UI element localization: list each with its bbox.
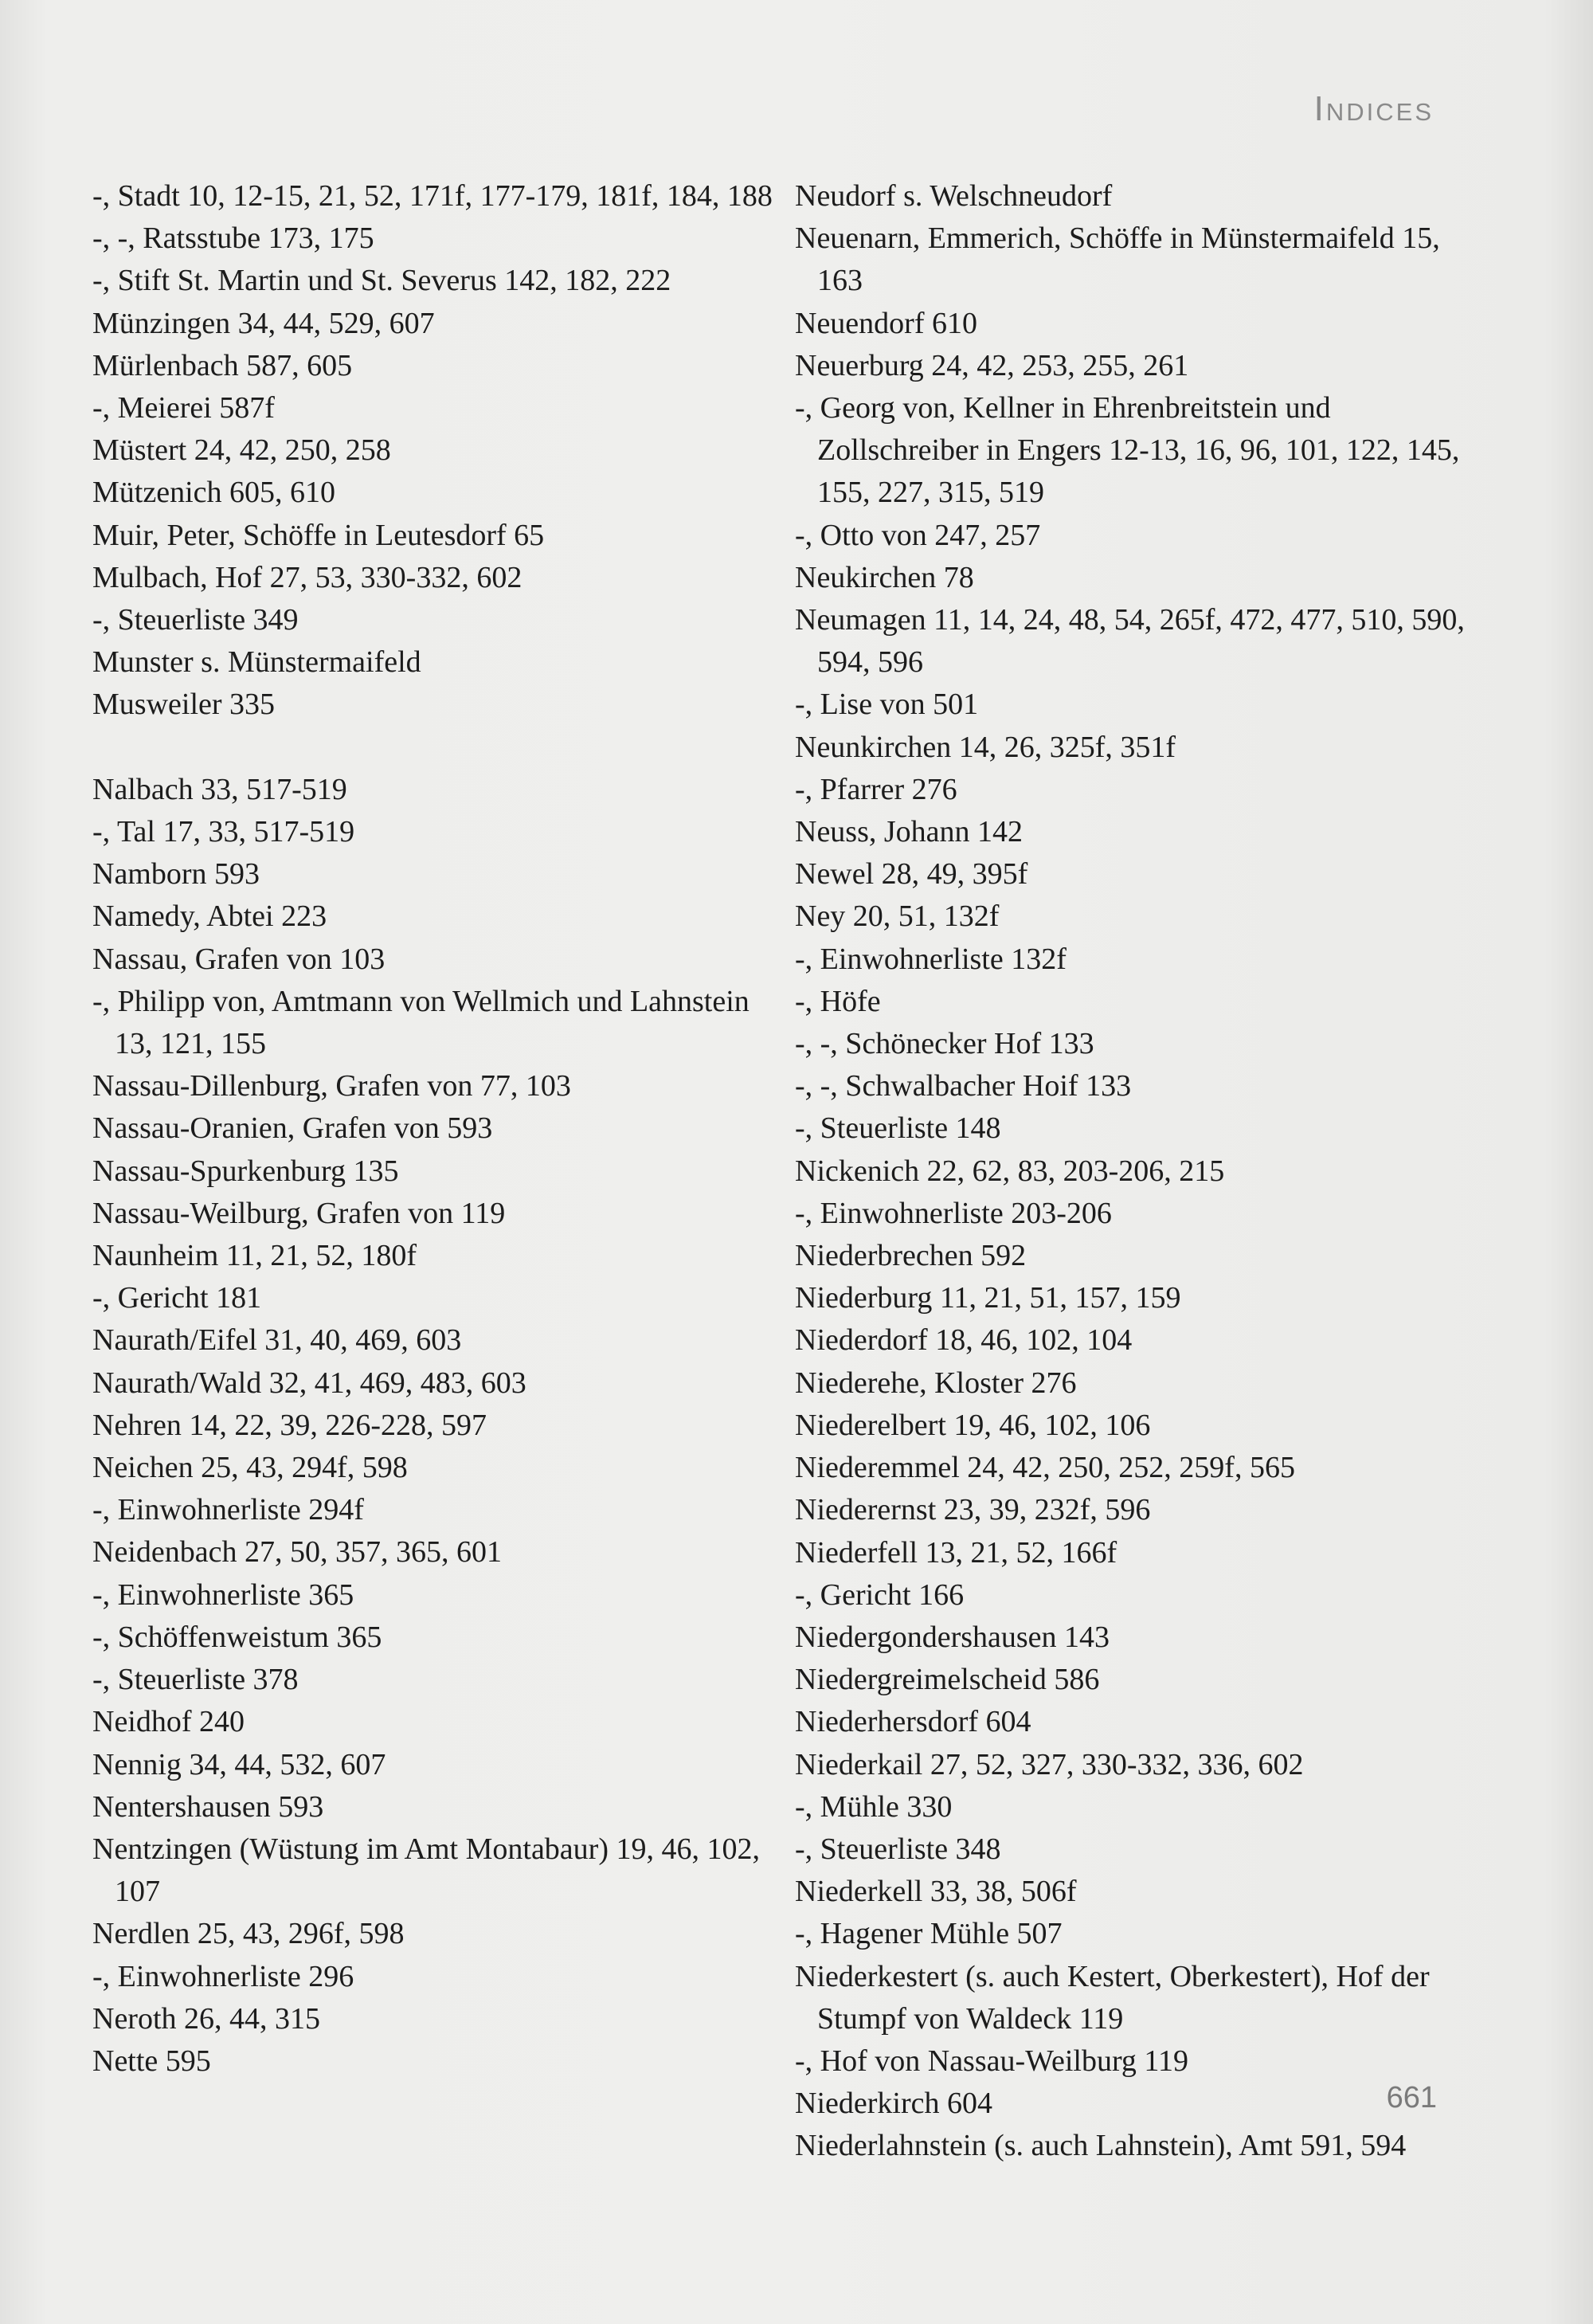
index-entry: Niederkestert (s. auch Kestert, Oberkestert), Hof der Stumpf von Waldeck 119 <box>795 1959 1430 2036</box>
index-entry: Neumagen 11, 14, 24, 48, 54, 265f, 472, 477, 510, 590, 594, 596 <box>795 603 1465 680</box>
index-entry: Niederbrechen 592 <box>795 1239 1027 1273</box>
index-entry: Mürlenbach 587, 605 <box>92 348 353 382</box>
index-column-left <box>92 175 777 2083</box>
index-entry: Nennig 34, 44, 532, 607 <box>92 1747 386 1781</box>
index-entry: -, Steuerliste 148 <box>795 1111 1001 1146</box>
index-entry: -, Lise von 501 <box>795 688 979 722</box>
index-entry: -, -, Schönecker Hof 133 <box>795 1027 1094 1061</box>
index-entry: -, Otto von 247, 257 <box>795 518 1041 552</box>
index-entry: Müstert 24, 42, 250, 258 <box>92 433 391 468</box>
index-entry: Nassau-Weilburg, Grafen von 119 <box>92 1196 506 1230</box>
index-entry: Nerdlen 25, 43, 296f, 598 <box>92 1917 405 1951</box>
index-entry: Niederdorf 18, 46, 102, 104 <box>795 1323 1133 1358</box>
index-entry: -, Stift St. Martin und St. Severus 142, 182, 222 <box>92 264 671 298</box>
index-entry: Niederkirch 604 <box>795 2087 992 2121</box>
index-entry: -, -, Schwalbacher Hoif 133 <box>795 1069 1132 1103</box>
index-entry: Musweiler 335 <box>92 688 276 722</box>
index-entry: Neukirchen 78 <box>795 560 974 594</box>
index-entry: Nehren 14, 22, 39, 226-228, 597 <box>92 1408 487 1442</box>
index-entry: -, Hof von Nassau-Weilburg 119 <box>795 2044 1189 2078</box>
index-entry: Neuss, Johann 142 <box>795 815 1024 849</box>
index-entry: Nentershausen 593 <box>92 1789 324 1824</box>
index-entry: Neichen 25, 43, 294f, 598 <box>92 1451 408 1485</box>
index-entry: -, Pfarrer 276 <box>795 772 957 806</box>
index-entry: -, Einwohnerliste 132f <box>795 942 1067 976</box>
index-entry: -, Mühle 330 <box>795 1789 953 1824</box>
index-entry: Munster s. Münstermaifeld <box>92 645 421 680</box>
index-entry: Neuendorf 610 <box>795 306 977 340</box>
index-entry: -, Höfe <box>795 984 881 1018</box>
index-entry: Newel 28, 49, 395f <box>795 857 1028 892</box>
index-entry: -, Stadt 10, 12-15, 21, 52, 171f, 177-179, 181f, 184, 188 <box>92 179 773 213</box>
index-entry: Niedergreimelscheid 586 <box>795 1663 1100 1697</box>
index-entry: Münzingen 34, 44, 529, 607 <box>92 306 435 340</box>
index-entry: Nette 595 <box>92 2044 211 2078</box>
index-entry: Nalbach 33, 517-519 <box>92 772 347 806</box>
index-entry: -, Gericht 166 <box>795 1577 965 1612</box>
index-entry: Naurath/Eifel 31, 40, 469, 603 <box>92 1323 462 1358</box>
index-entry: -, Einwohnerliste 203-206 <box>795 1196 1112 1230</box>
index-entry: Naurath/Wald 32, 41, 469, 483, 603 <box>92 1366 526 1400</box>
index-entry: Nassau-Oranien, Grafen von 593 <box>92 1111 493 1146</box>
index-entry: -, -, Ratsstube 173, 175 <box>92 221 374 256</box>
index-entry: -, Einwohnerliste 365 <box>92 1577 354 1612</box>
index-entry: -, Gericht 181 <box>92 1281 262 1315</box>
index-entry: Niederlahnstein (s. auch Lahnstein), Amt 591, 594 <box>795 2129 1407 2163</box>
index-entry: Naunheim 11, 21, 52, 180f <box>92 1239 417 1273</box>
index-entry: -, Meierei 587f <box>92 391 275 425</box>
index-entry: Niederernst 23, 39, 232f, 596 <box>795 1493 1151 1527</box>
index-entry: Muir, Peter, Schöffe in Leutesdorf 65 <box>92 518 545 552</box>
index-entry: -, Steuerliste 349 <box>92 603 299 637</box>
index-entry: Neuerburg 24, 42, 253, 255, 261 <box>795 348 1189 382</box>
index-entry: -, Tal 17, 33, 517-519 <box>92 815 355 849</box>
index-entry: Mützenich 605, 610 <box>92 476 336 510</box>
index-entry: Niederehe, Kloster 276 <box>795 1366 1077 1400</box>
index-column-right <box>795 175 1481 2168</box>
index-entry: Niederelbert 19, 46, 102, 106 <box>795 1408 1151 1442</box>
index-entry: Niederfell 13, 21, 52, 166f <box>795 1535 1117 1570</box>
index-entry: -, Einwohnerliste 296 <box>92 1959 354 1993</box>
index-entry: Neidenbach 27, 50, 357, 365, 601 <box>92 1535 502 1570</box>
index-entry: Mulbach, Hof 27, 53, 330-332, 602 <box>92 560 523 594</box>
index-entry: Niederhersdorf 604 <box>795 1705 1031 1739</box>
index-entry: Niederemmel 24, 42, 250, 252, 259f, 565 <box>795 1451 1295 1485</box>
index-entry: Niederkell 33, 38, 506f <box>795 1875 1077 1909</box>
index-entry: Nickenich 22, 62, 83, 203-206, 215 <box>795 1154 1225 1188</box>
index-entry: Nassau-Dillenburg, Grafen von 77, 103 <box>92 1069 571 1103</box>
index-entry: -, Schöffenweistum 365 <box>92 1620 382 1654</box>
index-entry: Neroth 26, 44, 315 <box>92 2001 321 2036</box>
index-entry: Neuenarn, Emmerich, Schöffe in Münstermaifeld 15, 163 <box>795 221 1440 298</box>
index-entry: Niedergondershausen 143 <box>795 1620 1110 1654</box>
index-entry: Ney 20, 51, 132f <box>795 899 1000 934</box>
index-entry: -, Steuerliste 378 <box>92 1663 299 1697</box>
index-entry: -, Steuerliste 348 <box>795 1832 1001 1866</box>
index-entry: Niederburg 11, 21, 51, 157, 159 <box>795 1281 1181 1315</box>
index-entry: Namborn 593 <box>92 857 260 892</box>
index-entry: Neudorf s. Welschneudorf <box>795 179 1113 213</box>
index-entry: Nassau, Grafen von 103 <box>92 942 386 976</box>
index-entry: Niederkail 27, 52, 327, 330-332, 336, 602 <box>795 1747 1304 1781</box>
index-entry: Namedy, Abtei 223 <box>92 899 327 934</box>
running-header: Indices <box>1313 89 1434 128</box>
page-number: 661 <box>1386 2081 1437 2114</box>
index-entry: Neidhof 240 <box>92 1705 245 1739</box>
index-entry: -, Einwohnerliste 294f <box>92 1493 364 1527</box>
index-entry: Neunkirchen 14, 26, 325f, 351f <box>795 730 1176 764</box>
index-entry: Nassau-Spurkenburg 135 <box>92 1154 399 1188</box>
index-entry: Nentzingen (Wüstung im Amt Montabaur) 19, 46, 102, 107 <box>92 1832 760 1909</box>
index-entry: -, Georg von, Kellner in Ehrenbreitstein und Zollschreiber in Engers 12-13, 16, 96, 101, 122, 145, 155, 227, 315, 519 <box>795 391 1460 510</box>
index-entry: -, Philipp von, Amtmann von Wellmich und Lahnstein 13, 121, 155 <box>92 984 750 1061</box>
index-entry: -, Hagener Mühle 507 <box>795 1917 1063 1951</box>
